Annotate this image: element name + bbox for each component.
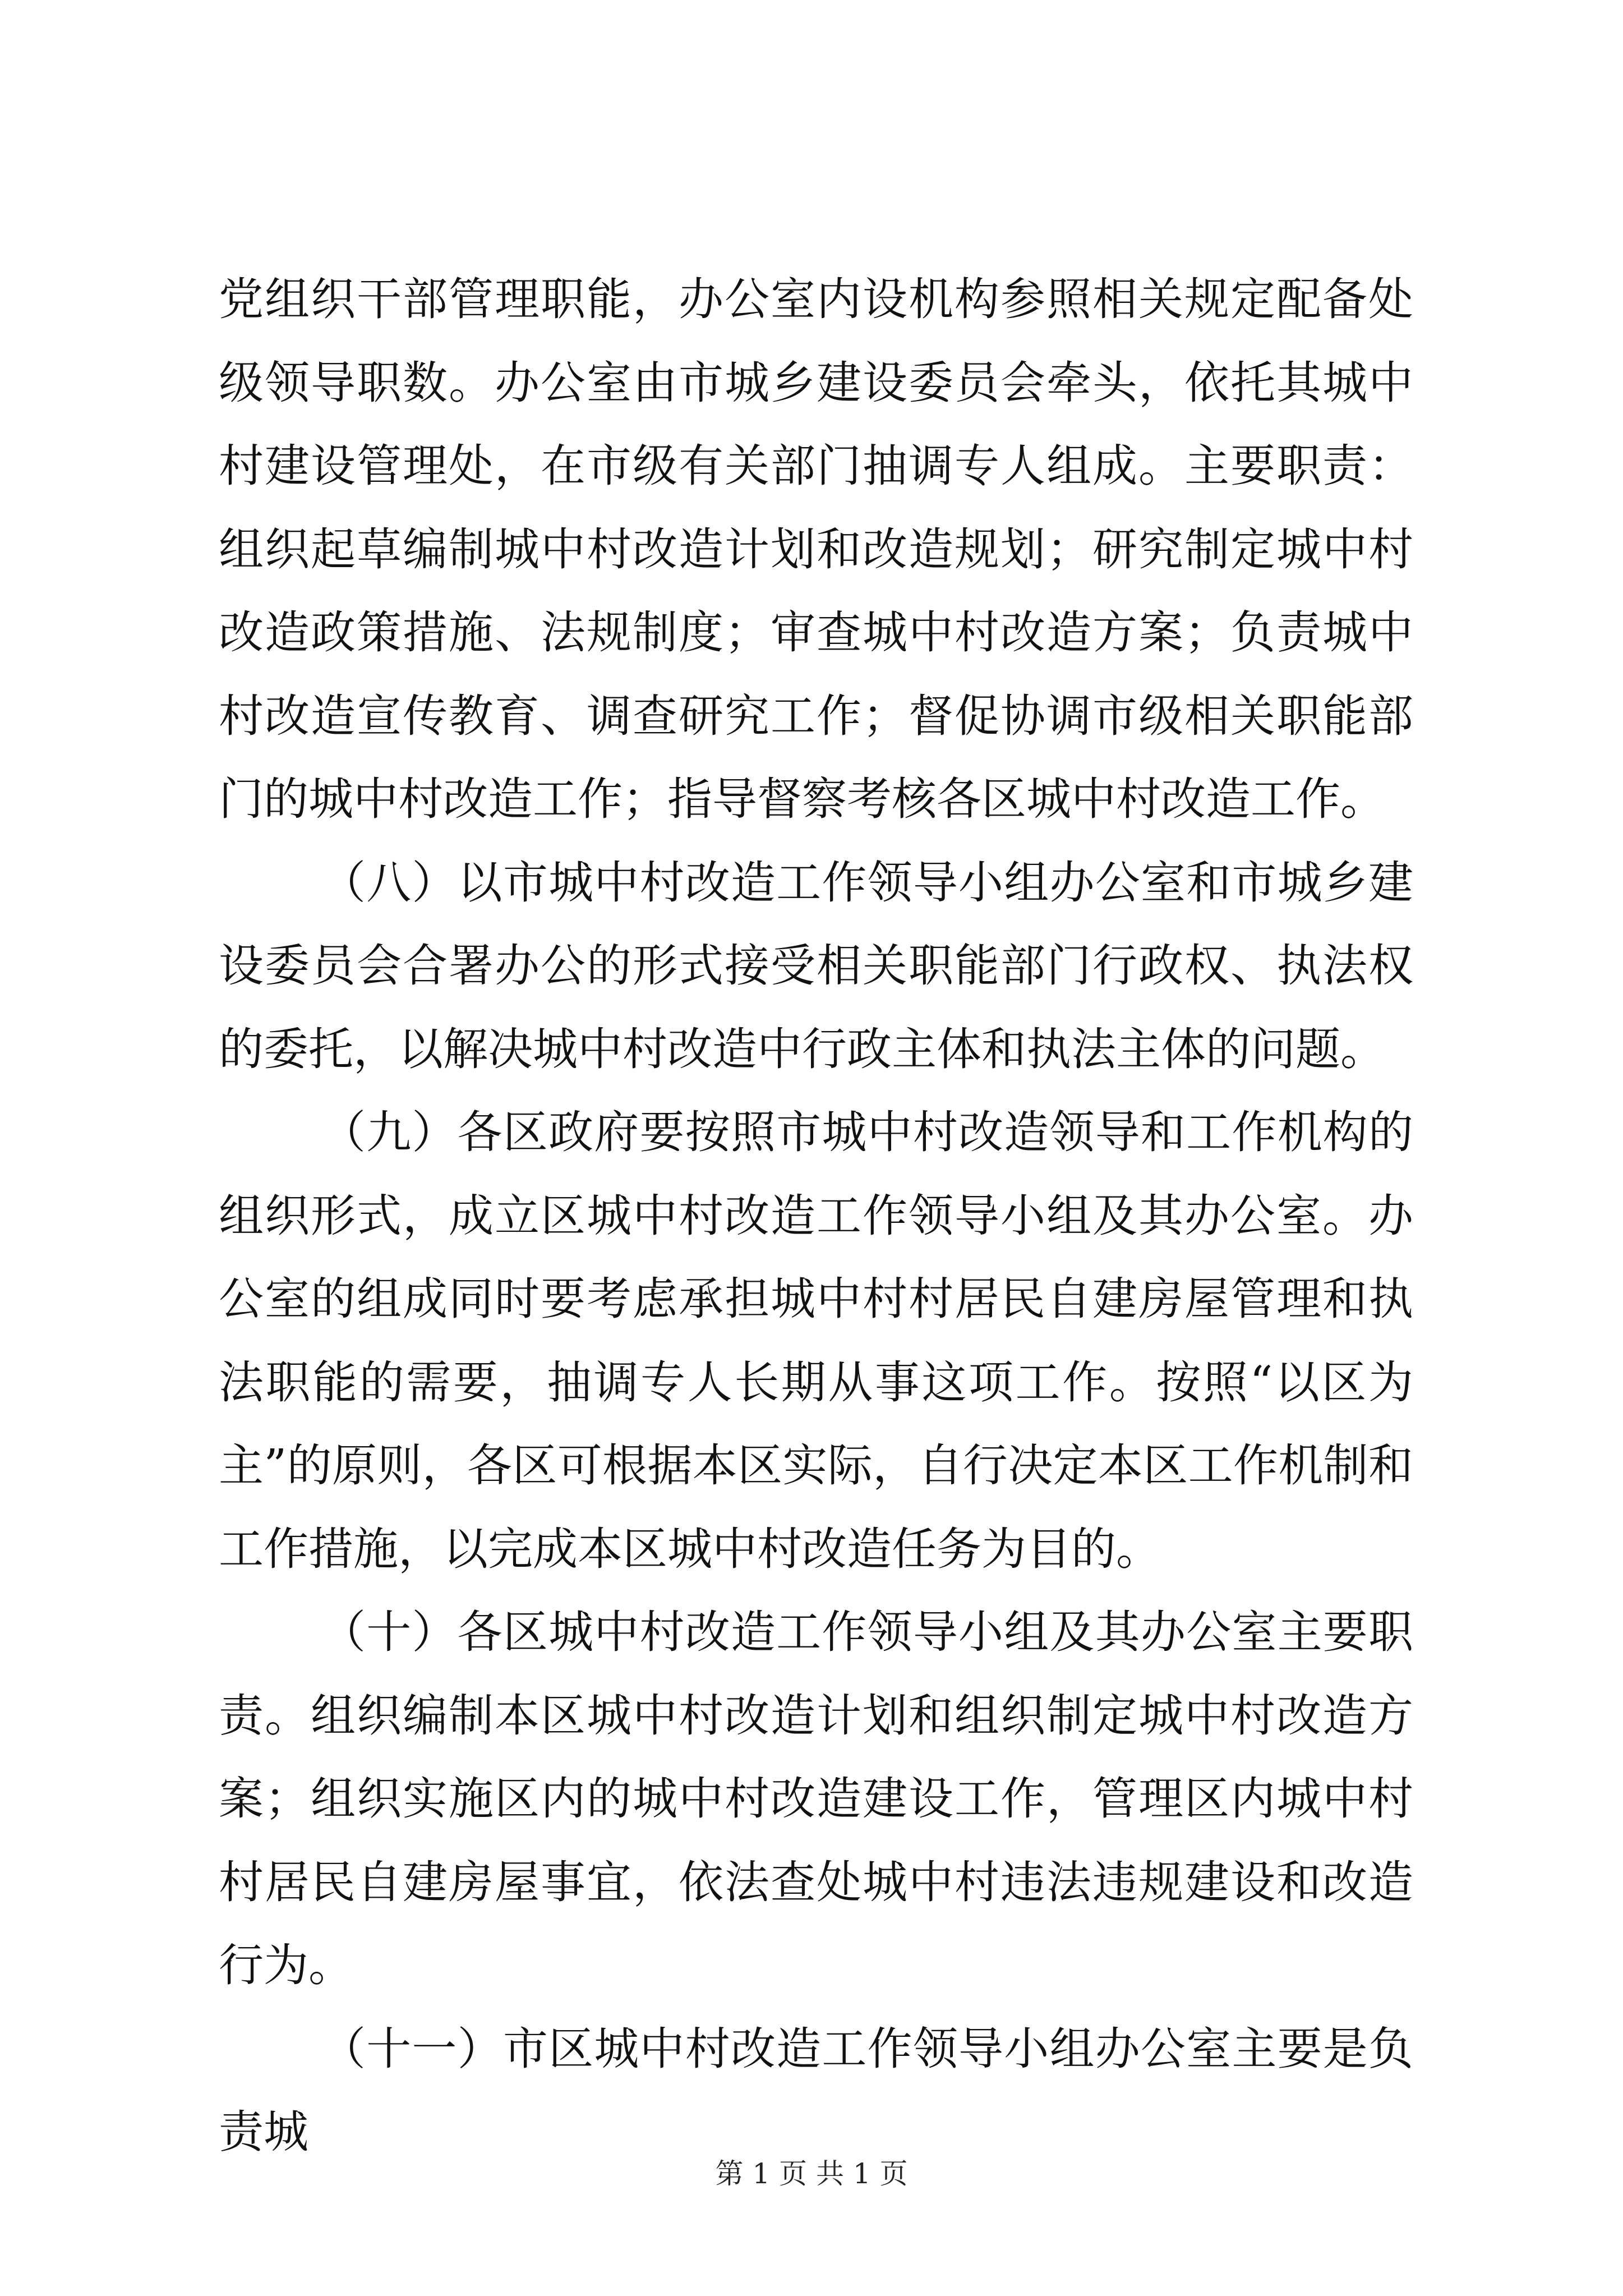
document-body	[219, 258, 1413, 2174]
paragraph-continuation: 党组织干部管理职能，办公室内设机构参照相关规定配备处级领导职数。办公室由市城乡建设委员会牵头，依托其城中村建设管理处，在市级有关部门抽调专人组成。主要职责：组织起草编制城中村改造计划和改造规划；研究制定城中村改造政策措施、法规制度；审查城中村改造方案；负责城中村改造宣传教育、调查研究工作；督促协调市级相关职能部门的城中村改造工作；指导督察考核各区城中村改造工作。	[219, 273, 1413, 825]
paragraph-11: （十一）市区城中村改造工作领导小组办公室主要是负责城	[219, 2022, 1413, 2158]
page-footer: 第 1 页 共 1 页	[715, 2157, 908, 2190]
paragraph-9: （九）各区政府要按照市城中村改造领导和工作机构的组织形式，成立区城中村改造工作领导小组及其办公室。办公室的组成同时要考虑承担城中村村居民自建房屋管理和执法职能的需要，抽调专人长期从事这项工作。按照“以区为主”的原则，各区可根据本区实际，自行决定本区工作机制和工作措施，以完成本区城中村改造任务为目的。	[219, 1106, 1413, 1575]
paragraph-8: （八）以市城中村改造工作领导小组办公室和市城乡建设委员会合署办公的形式接受相关职能部门行政权、执法权的委托，以解决城中村改造中行政主体和执法主体的问题。	[219, 856, 1413, 1075]
paragraph-10: （十）各区城中村改造工作领导小组及其办公室主要职责。组织编制本区城中村改造计划和组织制定城中村改造方案；组织实施区内的城中村改造建设工作，管理区内城中村村居民自建房屋事宜，依法查处城中村违法违规建设和改造行为。	[219, 1606, 1413, 1991]
